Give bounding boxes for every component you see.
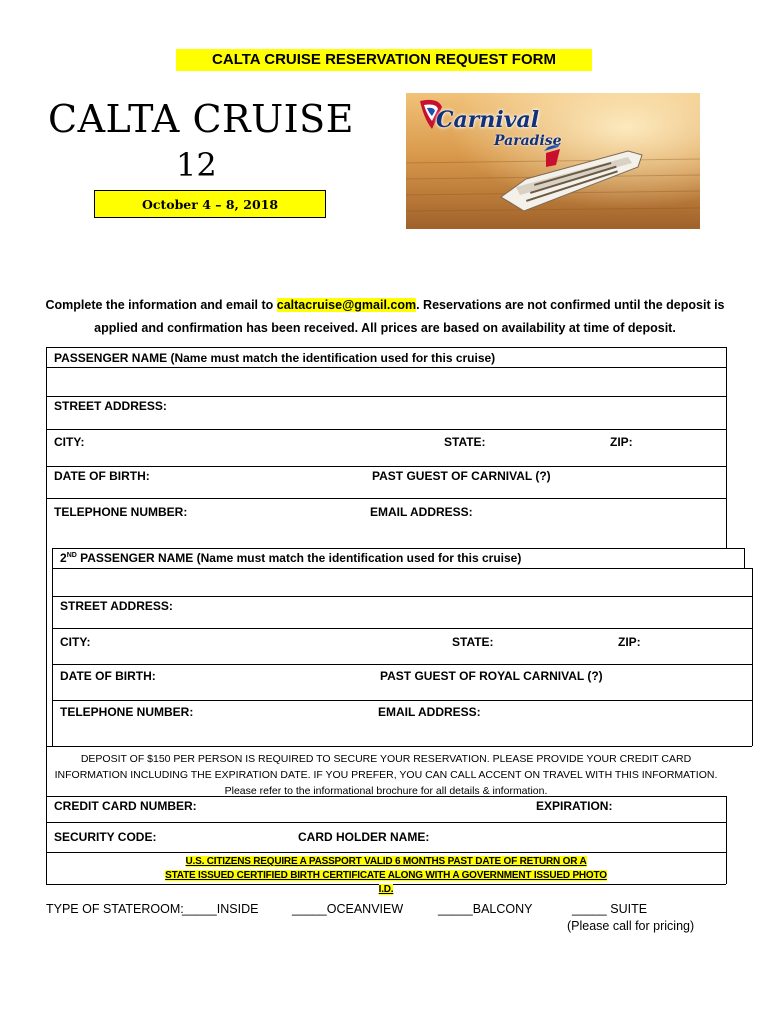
passenger-1-phone-field[interactable]: TELEPHONE NUMBER: <box>54 505 188 519</box>
stateroom-option-oceanview[interactable]: _____OCEANVIEW <box>292 902 404 916</box>
passenger-1-street-field[interactable]: STREET ADDRESS: <box>54 399 167 413</box>
passenger-2-street-field[interactable]: STREET ADDRESS: <box>60 599 173 613</box>
passport-notice-line-2: STATE ISSUED CERTIFIED BIRTH CERTIFICATE ALONG WITH A GOVERNMENT ISSUED PHOTO I.D. <box>165 870 607 895</box>
suite-pricing-note: (Please call for pricing) <box>567 919 695 933</box>
passenger-1-dob-field[interactable]: DATE OF BIRTH: <box>54 469 150 483</box>
event-dates: October 4 – 8, 2018 <box>94 190 326 218</box>
security-code-field[interactable]: SECURITY CODE: <box>54 830 157 844</box>
passport-notice-line-1: U.S. CITIZENS REQUIRE A PASSPORT VALID 6 MONTHS PAST DATE OF RETURN OR A <box>185 856 587 867</box>
deposit-notice-line-2: INFORMATION INCLUDING THE EXPIRATION DATE. IF YOU PREFER, YOU CAN CALL ACCENT ON TRAVEL WITH THIS INFORMATION. <box>54 769 718 781</box>
passenger-2-ordinal-suffix: ND <box>66 552 77 559</box>
event-title: CALTA CRUISE <box>48 97 354 141</box>
passenger-2-dob-field[interactable]: DATE OF BIRTH: <box>60 669 156 683</box>
form-title: CALTA CRUISE RESERVATION REQUEST FORM <box>176 49 592 71</box>
instructions <box>40 294 730 340</box>
passenger-1-zip-field[interactable]: ZIP: <box>610 435 633 449</box>
passenger-2-state-field[interactable]: STATE: <box>452 635 494 649</box>
stateroom-option-inside[interactable]: _____INSIDE <box>182 902 259 916</box>
credit-card-number-field[interactable]: CREDIT CARD NUMBER: <box>54 799 197 813</box>
card-holder-name-field[interactable]: CARD HOLDER NAME: <box>298 830 430 844</box>
ship-name: Paradise <box>494 133 562 149</box>
instructions-text-start: Complete the information and email to <box>45 298 277 312</box>
contact-email-link[interactable]: caltacruise@gmail.com <box>276 298 417 312</box>
passenger-2-phone-field[interactable]: TELEPHONE NUMBER: <box>60 705 194 719</box>
logo-text: Carnival <box>436 107 540 133</box>
passenger-2-past-guest-field[interactable]: PAST GUEST OF ROYAL CARNIVAL (?) <box>380 669 603 683</box>
passenger-2-city-field[interactable]: CITY: <box>60 635 91 649</box>
passenger-1-city-field[interactable]: CITY: <box>54 435 85 449</box>
deposit-notice <box>46 751 726 799</box>
ship-photo <box>406 93 700 229</box>
passenger-1-state-field[interactable]: STATE: <box>444 435 486 449</box>
passenger-2-email-field[interactable]: EMAIL ADDRESS: <box>378 705 481 719</box>
expiration-field[interactable]: EXPIRATION: <box>536 799 613 813</box>
stateroom-option-balcony[interactable]: _____BALCONY <box>438 902 533 916</box>
passenger-2-ordinal: 2 <box>60 551 67 565</box>
passenger-1-name-field[interactable]: PASSENGER NAME (Name must match the identification used for this cruise) <box>54 351 496 365</box>
stateroom-option-suite[interactable]: _____ SUITE <box>572 902 648 916</box>
passenger-2-name-field[interactable] <box>60 551 521 565</box>
passenger-2-name-label: PASSENGER NAME (Name must match the identification used for this cruise) <box>76 551 522 565</box>
passenger-2-zip-field[interactable]: ZIP: <box>618 635 641 649</box>
deposit-notice-line-1: DEPOSIT OF $150 PER PERSON IS REQUIRED TO SECURE YOUR RESERVATION. PLEASE PROVIDE YOUR CREDIT CARD <box>80 753 692 765</box>
passenger-1-past-guest-field[interactable]: PAST GUEST OF CARNIVAL (?) <box>372 469 551 483</box>
event-number: 12 <box>176 146 217 184</box>
carnival-logo <box>416 97 562 149</box>
passenger-1-email-field[interactable]: EMAIL ADDRESS: <box>370 505 473 519</box>
instructions-text-end: . Reservations are not confirmed until the deposit is applied and confirmation has been received. All prices are based on availability at time of deposit. <box>94 298 725 335</box>
stateroom-label: TYPE OF STATEROOM: <box>46 902 184 916</box>
passport-notice <box>160 855 612 895</box>
deposit-notice-line-3: Please refer to the informational brochure for all details & information. <box>224 785 548 797</box>
